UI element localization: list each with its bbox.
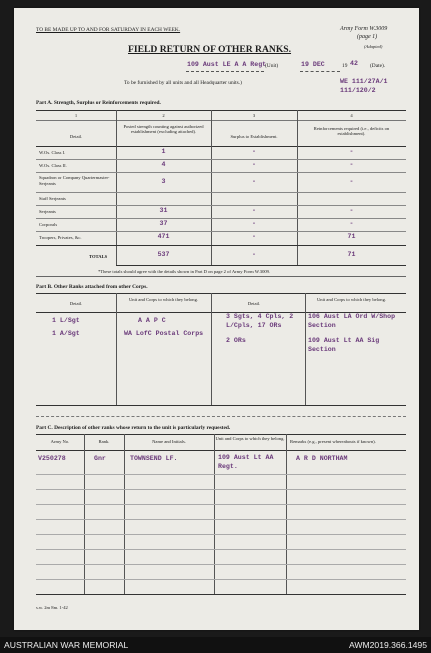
part-a-heading: Part A. Strength, Surplus or Reinforcements required. <box>36 100 161 106</box>
part-c-header-rank: Rank. <box>98 439 110 444</box>
part-a-row-surplus: - <box>252 148 256 155</box>
archive-footer <box>0 637 431 653</box>
part-b-heading: Part B. Other Ranks attached from other Corps. <box>36 284 148 290</box>
part-a-header-posted: Posted strength counting against authorized establishment (excluding attached). <box>123 124 204 135</box>
part-a-colnum-1: 1 <box>74 113 78 118</box>
part-a-row-detail: Serjeants <box>39 209 56 214</box>
part-b-left-detail: 1 A/Sgt <box>52 330 80 337</box>
unit-value: 109 Aust LE A A Regt <box>187 61 267 68</box>
part-b-header-unit-left: Unit and Corps to which they belong. <box>128 297 199 302</box>
part-a-footnote: *These totals should agree with the details shown in Part D on page 2 of Army Form W.3009. <box>98 269 271 274</box>
part-a-row-surplus: - <box>252 178 256 185</box>
part-a-header-reinforcements: Reinforcements required (i.e., deficits on establishment). <box>313 126 390 137</box>
part-a-row-reinforcements: - <box>349 220 354 227</box>
totals-posted: 537 <box>157 251 170 258</box>
part-a-row-reinforcements: - <box>349 178 354 185</box>
part-b-header-unit-right: Unit and Corps to which they belong. <box>316 297 387 302</box>
date-label: (Date). <box>370 63 386 69</box>
totals-label: TOTALS <box>89 254 108 259</box>
reference-line-2: 111/120/2 <box>340 87 376 94</box>
part-a-row-posted: 31 <box>159 207 168 214</box>
totals-reinforcements: 71 <box>347 251 356 258</box>
part-a-row-detail: Corporals <box>39 222 58 227</box>
part-c-remarks: A R D NORTHAM <box>296 455 348 462</box>
date-year: 42 <box>350 60 358 67</box>
part-b-left-unit: A A P C <box>138 317 166 324</box>
part-a-row-detail: Troopers, Privates, &c. <box>39 235 82 240</box>
part-b-left-detail: 1 L/Sgt <box>52 317 80 324</box>
part-b-header-detail-left: Detail. <box>69 301 83 306</box>
print-code: s.w. 2m 8m. 1-42 <box>36 605 68 610</box>
top-note: TO BE MADE UP TO AND FOR SATURDAY IN EACH WEEK. <box>36 27 181 33</box>
part-b-right-unit: 109 Aust Lt AA Sig Section <box>308 337 380 353</box>
footer-institution: AUSTRALIAN WAR MEMORIAL <box>4 640 129 650</box>
part-a-row-posted: 4 <box>161 161 166 168</box>
part-c-header-army-no: Army No. <box>50 439 70 444</box>
furnished-note: To be furnished by all units and all Headquarter units.) <box>124 80 242 86</box>
form-page: (page 1) <box>357 34 378 40</box>
part-c-heading: Part C. Description of other ranks whose return to the unit is particularly requested. <box>36 425 231 431</box>
form-id: Army Form W.3009 <box>340 26 388 32</box>
part-c-header-name: Name and Initials. <box>152 439 186 444</box>
date-year-prefix: 19 <box>342 63 348 69</box>
part-a-row-surplus: - <box>252 220 256 227</box>
part-a-colnum-4: 4 <box>350 113 353 118</box>
part-a-row-reinforcements: - <box>349 148 354 155</box>
part-b-right-detail: 3 Sgts, 4 Cpls, 2 L/Cpls, 17 ORs <box>226 313 294 329</box>
part-c-name: TOWNSEND LF. <box>130 455 178 462</box>
part-a-row-reinforcements: - <box>349 161 354 168</box>
part-b-left-unit: WA LofC Postal Corps <box>124 330 204 337</box>
part-a-header-detail: Detail. <box>69 134 83 139</box>
part-a-row-posted: 471 <box>157 233 170 240</box>
part-a-row-detail: W.Os. Class II. <box>39 163 67 168</box>
part-a-row-posted: 1 <box>161 148 166 155</box>
part-a-row-surplus: - <box>252 161 256 168</box>
part-a-row-surplus: - <box>252 233 256 240</box>
part-c-army-no: V250278 <box>38 455 66 462</box>
date-day: 19 DEC <box>301 61 325 68</box>
part-a-row-posted: 3 <box>161 178 166 185</box>
part-a-row-posted: 37 <box>159 220 168 227</box>
part-a-colnum-2: 2 <box>162 113 165 118</box>
part-c-header-unit: Unit and Corps to which they belong. <box>215 436 285 441</box>
adapted-note: (Adapted) <box>364 44 383 49</box>
part-a-row-detail: W.Os. Class I. <box>39 150 66 155</box>
part-c-header-remarks: Remarks (e.g., present whereabouts if known). <box>290 439 376 444</box>
form-title: FIELD RETURN OF OTHER RANKS. <box>128 44 292 55</box>
part-a-colnum-3: 3 <box>252 113 256 118</box>
reference-line-1: WE 111/27A/1 <box>340 78 388 85</box>
part-c-unit: 109 Aust Lt AA Regt. <box>218 454 274 470</box>
part-a-row-detail: Staff Serjeants <box>39 196 66 201</box>
totals-surplus: - <box>252 251 256 258</box>
part-a-row-detail: Squadron or Company Quartermaster-Serjeants <box>39 175 110 186</box>
part-a-row-reinforcements: 71 <box>347 233 356 240</box>
part-b-right-unit: 106 Aust LA Ord W/Shop Section <box>308 313 396 329</box>
unit-label: (Unit) <box>265 63 279 69</box>
part-b-right-detail: 2 ORs <box>226 337 246 344</box>
footer-accession-number: AWM2019.366.1495 <box>348 640 427 650</box>
part-b-header-detail-right: Detail. <box>247 301 261 306</box>
part-c-rank: Gnr <box>94 455 106 462</box>
part-a-row-reinforcements: - <box>349 207 354 214</box>
part-a-header-surplus: Surplus to Establishment. <box>230 134 278 139</box>
part-a-row-surplus: - <box>252 207 256 214</box>
form-page <box>14 8 419 630</box>
